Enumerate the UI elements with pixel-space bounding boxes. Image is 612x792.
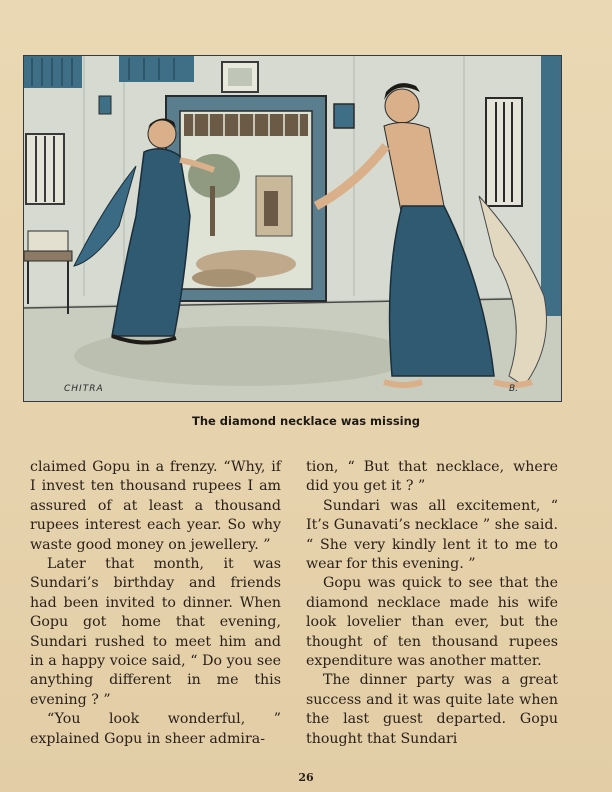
paragraph: “You look wonderful, ” explained Gopu in sheer admira- <box>30 711 281 747</box>
artist-signature-right: B. <box>509 384 519 394</box>
paragraph: Later that month, it was Sundari’s birthday and friends had been invited to dinner. When Gopu got home that evening, Sundari rushed to meet him and in a happy voice said, “ Do you see anything different in me this evening ? ” <box>30 556 281 708</box>
paragraph: claimed Gopu in a frenzy. “Why, if I invest ten thousand rupees I am assured of at least a thousand rupees interest each year. So why waste good money on jewellery. ” <box>30 459 281 553</box>
illustration-caption: The diamond necklace was missing <box>191 414 421 428</box>
paragraph: Sundari was all excitement, “ It’s Gunavati’s necklace ” she said. “ She very kindly lent it to me to wear for this evening. ” <box>306 497 558 573</box>
text-column-right <box>306 458 558 749</box>
illustration-drawing <box>24 56 561 401</box>
text-column-left <box>30 458 281 749</box>
paragraph: Gopu was quick to see that the diamond necklace made his wife look lovelier than ever, but the thought of ten thousand rupees expenditure was another matter. <box>306 575 558 670</box>
page-number: 26 <box>298 771 314 784</box>
paragraph: The dinner party was a great success and it was quite late when the last guest departed. Gopu thought that Sundari <box>306 672 558 747</box>
paragraph: tion, “ But that necklace, where did you get it ? ” <box>306 459 558 495</box>
story-illustration <box>23 55 562 402</box>
artist-signature-left: CHITRA <box>64 384 104 394</box>
